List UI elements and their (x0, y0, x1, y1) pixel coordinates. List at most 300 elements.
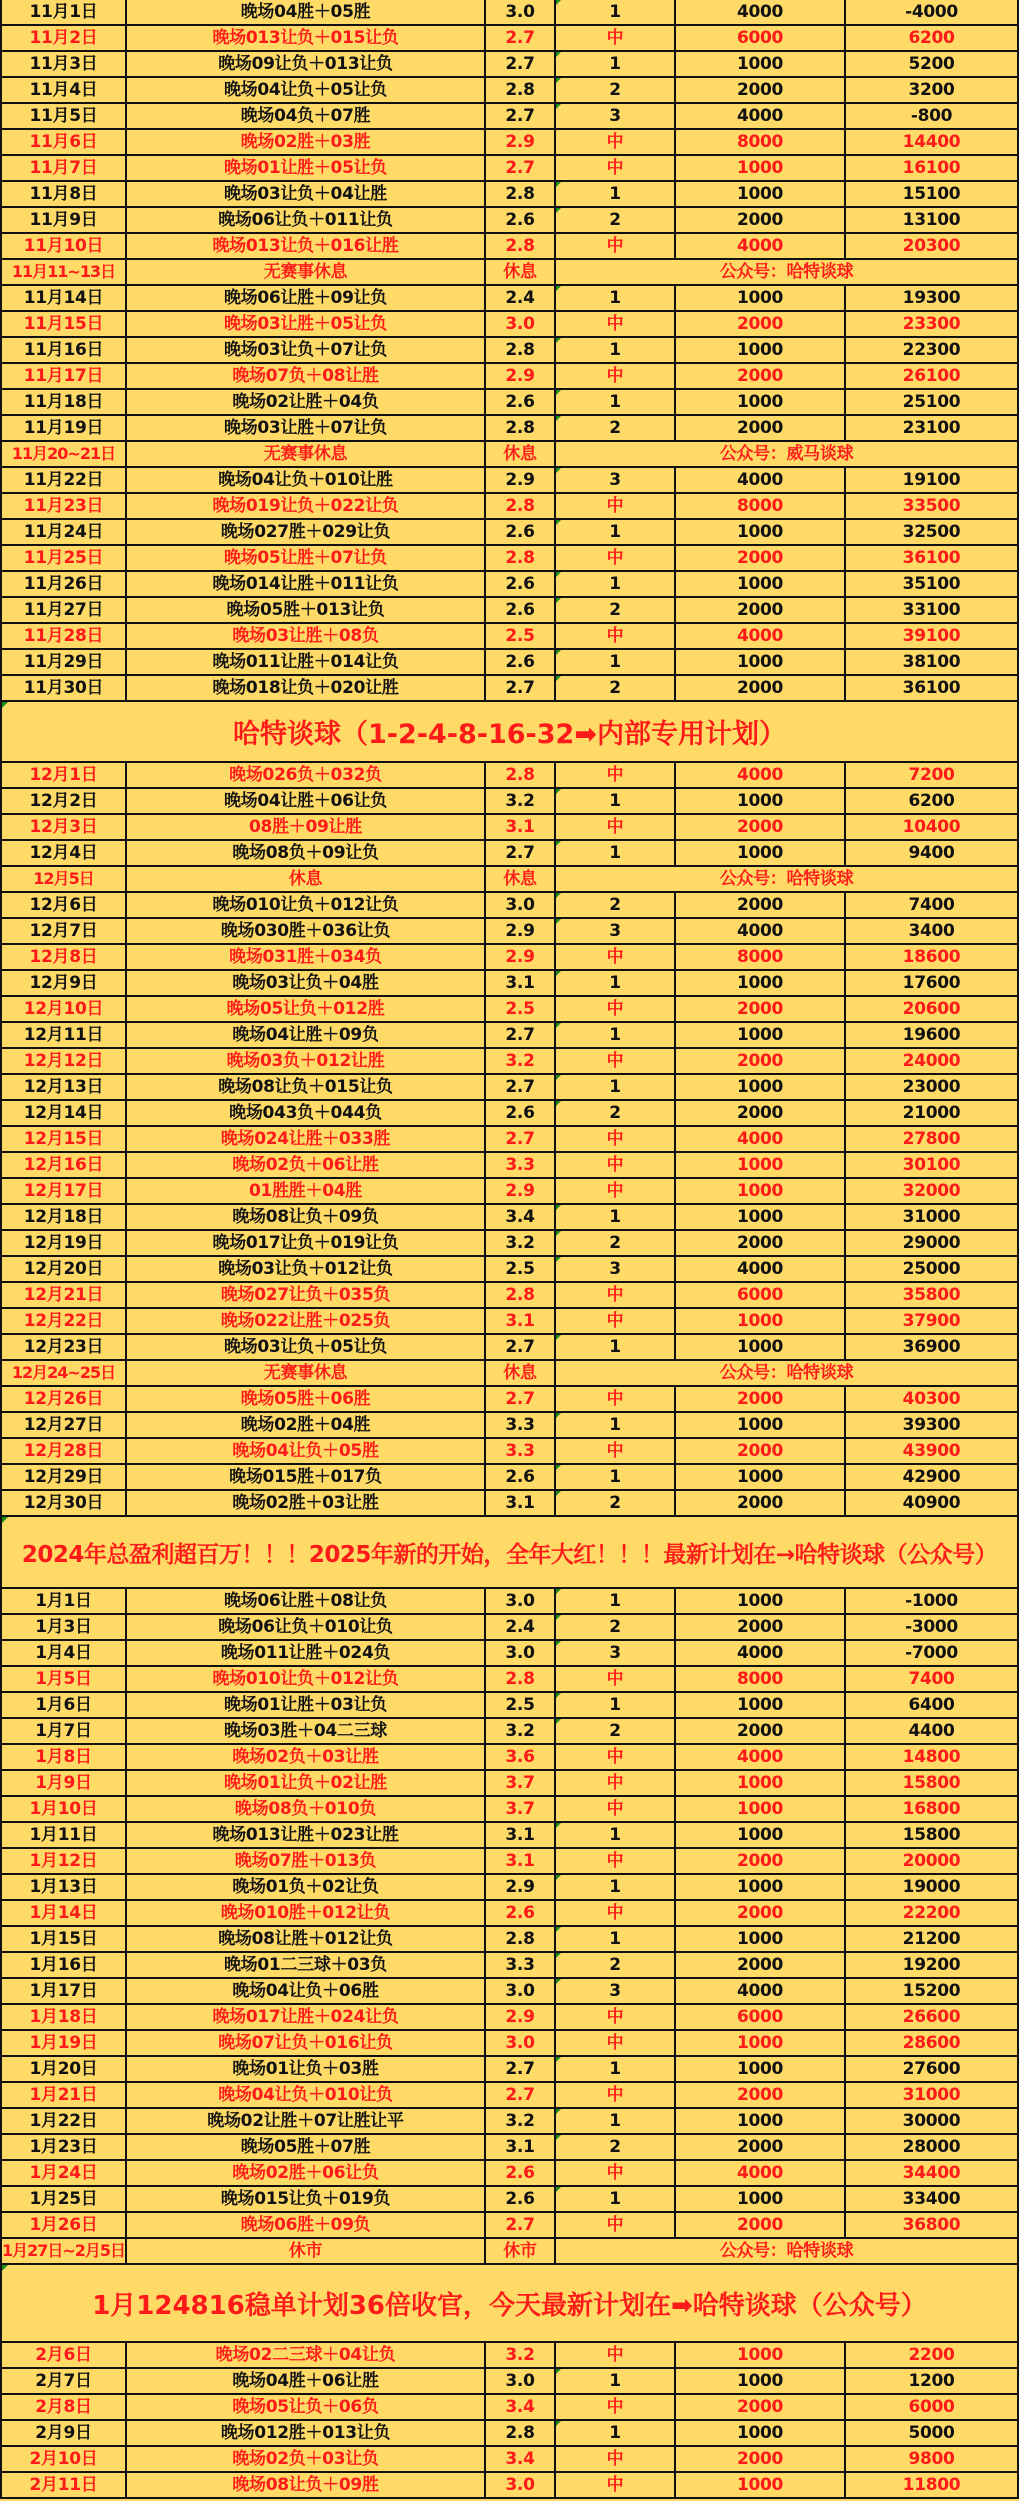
balance-cell: 3400 (846, 919, 1019, 943)
table-row (0, 1719, 1019, 1745)
result-value: 2 (609, 1102, 621, 1123)
date-cell: 1月26日 (0, 2213, 127, 2237)
plan-cell: 无赛事休息 (127, 442, 486, 466)
result-value: 1 (609, 2422, 621, 2443)
date-cell: 11月26日 (0, 572, 127, 596)
result-cell (556, 789, 676, 813)
cell-comment-marker-icon (556, 0, 561, 5)
date-cell: 11月23日 (0, 494, 127, 518)
odds-cell: 3.0 (486, 2031, 556, 2055)
date-cell: 12月10日 (0, 997, 127, 1021)
table-row (0, 1667, 1019, 1693)
date-cell: 2月9日 (0, 2421, 127, 2445)
result-value: 1 (609, 1206, 621, 1227)
table-row (0, 2005, 1019, 2031)
plan-cell: 晚场018让负＋020让胜 (127, 676, 486, 700)
odds-cell: 2.6 (486, 598, 556, 622)
table-row (0, 1283, 1019, 1309)
odds-cell: 2.8 (486, 1667, 556, 1691)
result-value: 1 (609, 1824, 621, 1845)
result-value: 3 (609, 105, 621, 126)
plan-cell: 晚场02二三球＋04让负 (127, 2343, 486, 2367)
cell-comment-marker-icon (2, 2265, 8, 2271)
odds-cell: 2.7 (486, 156, 556, 180)
date-cell: 12月20日 (0, 1257, 127, 1281)
bet-amount-cell: 8000 (676, 1667, 846, 1691)
odds-cell: 2.9 (486, 1179, 556, 1203)
odds-cell: 2.9 (486, 945, 556, 969)
bet-amount-cell: 2000 (676, 1491, 846, 1515)
odds-cell: 3.4 (486, 1205, 556, 1229)
balance-cell: -3000 (846, 1615, 1019, 1639)
plan-cell: 晚场04让负＋05让负 (127, 78, 486, 102)
balance-cell: 39100 (846, 624, 1019, 648)
result-value: 1 (609, 521, 621, 542)
date-cell: 11月4日 (0, 78, 127, 102)
table-row (0, 78, 1019, 104)
result-cell (556, 1101, 676, 1125)
date-cell: 2月8日 (0, 2395, 127, 2419)
odds-cell: 2.9 (486, 919, 556, 943)
cell-comment-marker-icon (556, 1979, 561, 1984)
table-row (0, 1693, 1019, 1719)
date-cell: 12月27日 (0, 1413, 127, 1437)
date-cell: 11月9日 (0, 208, 127, 232)
odds-cell: 2.7 (486, 1075, 556, 1099)
result-cell (556, 1257, 676, 1281)
date-cell: 11月29日 (0, 650, 127, 674)
bet-amount-cell: 1000 (676, 286, 846, 310)
balance-cell: 19100 (846, 468, 1019, 492)
plan-cell: 晚场08让负＋09负 (127, 1205, 486, 1229)
balance-cell: 16800 (846, 1797, 1019, 1821)
result-value: 中 (606, 365, 624, 386)
plan-cell: 晚场08负＋09让负 (127, 841, 486, 865)
table-row (0, 997, 1019, 1023)
result-value: 1 (609, 2370, 621, 2391)
bet-amount-cell: 1000 (676, 1465, 846, 1489)
date-cell: 12月6日 (0, 893, 127, 917)
result-value: 1 (609, 1076, 621, 1097)
result-value: 1 (609, 842, 621, 863)
bet-amount-cell: 1000 (676, 2421, 846, 2445)
table-row (0, 1309, 1019, 1335)
promo-banner (0, 702, 1019, 763)
plan-cell: 晚场010让负＋012让负 (127, 893, 486, 917)
bet-amount-cell: 2000 (676, 1901, 846, 1925)
table-row (0, 815, 1019, 841)
bet-amount-cell: 2000 (676, 1849, 846, 1873)
bet-amount-cell: 2000 (676, 1101, 846, 1125)
result-value: 中 (606, 2344, 624, 2365)
balance-cell: 31000 (846, 2083, 1019, 2107)
result-value: 中 (606, 27, 624, 48)
result-value: 2 (609, 79, 621, 100)
bet-amount-cell: 1000 (676, 1335, 846, 1359)
result-value: 2 (609, 677, 621, 698)
odds-cell: 3.4 (486, 2447, 556, 2471)
table-row (0, 598, 1019, 624)
balance-cell: 24000 (846, 1049, 1019, 1073)
bet-amount-cell: 2000 (676, 2395, 846, 2419)
table-row (0, 572, 1019, 598)
bet-amount-cell: 1000 (676, 1179, 846, 1203)
cell-comment-marker-icon (556, 650, 561, 655)
table-row (0, 546, 1019, 572)
date-cell: 1月14日 (0, 1901, 127, 1925)
table-row (0, 1771, 1019, 1797)
date-cell: 12月3日 (0, 815, 127, 839)
table-row (0, 1979, 1019, 2005)
date-cell: 1月9日 (0, 1771, 127, 1795)
balance-cell: 7400 (846, 1667, 1019, 1691)
table-row (0, 1465, 1019, 1491)
plan-cell: 晚场04负＋07胜 (127, 104, 486, 128)
balance-cell: 6400 (846, 1693, 1019, 1717)
odds-cell: 2.7 (486, 2057, 556, 2081)
date-cell: 1月12日 (0, 1849, 127, 1873)
result-value: 中 (606, 625, 624, 646)
balance-cell: 37900 (846, 1309, 1019, 1333)
result-cell (556, 390, 676, 414)
plan-cell: 晚场06让负＋011让负 (127, 208, 486, 232)
balance-cell: 18600 (846, 945, 1019, 969)
date-cell: 12月28日 (0, 1439, 127, 1463)
plan-cell: 晚场03让负＋07让负 (127, 338, 486, 362)
result-value: 中 (606, 2396, 624, 2417)
result-cell (556, 624, 676, 648)
bet-amount-cell: 2000 (676, 815, 846, 839)
result-value: 中 (606, 495, 624, 516)
plan-cell: 晚场04胜＋06让胜 (127, 2369, 486, 2393)
odds-cell: 2.8 (486, 338, 556, 362)
result-value: 中 (606, 1440, 624, 1461)
cell-comment-marker-icon (556, 1641, 561, 1646)
date-cell: 11月2日 (0, 26, 127, 50)
cell-comment-marker-icon (556, 1101, 561, 1106)
bet-amount-cell: 1000 (676, 971, 846, 995)
plan-cell: 晚场010胜＋012让负 (127, 1901, 486, 1925)
date-cell: 1月10日 (0, 1797, 127, 1821)
odds-cell: 3.0 (486, 2473, 556, 2497)
date-cell: 1月17日 (0, 1979, 127, 2003)
note-cell: 公众号：哈特谈球 (556, 867, 1019, 891)
result-value: 中 (606, 2032, 624, 2053)
result-cell (556, 2369, 676, 2393)
plan-cell: 晚场013让负＋015让负 (127, 26, 486, 50)
result-value: 1 (609, 1876, 621, 1897)
date-cell: 12月18日 (0, 1205, 127, 1229)
bet-amount-cell: 6000 (676, 2005, 846, 2029)
bet-amount-cell: 2000 (676, 2447, 846, 2471)
plan-cell: 晚场02让胜＋04负 (127, 390, 486, 414)
result-cell (556, 2083, 676, 2107)
table-row (0, 1797, 1019, 1823)
table-row (0, 2369, 1019, 2395)
balance-cell: 19300 (846, 286, 1019, 310)
result-cell (556, 1049, 676, 1073)
odds-cell: 2.7 (486, 104, 556, 128)
result-cell (556, 1927, 676, 1951)
result-cell (556, 1979, 676, 2003)
odds-cell: 2.6 (486, 1101, 556, 1125)
bet-amount-cell: 1000 (676, 1875, 846, 1899)
plan-cell: 晚场01二三球＋03负 (127, 1953, 486, 1977)
date-cell: 2月10日 (0, 2447, 127, 2471)
balance-cell: 20300 (846, 234, 1019, 258)
odds-cell: 3.1 (486, 971, 556, 995)
cell-comment-marker-icon (556, 1823, 561, 1828)
odds-cell: 2.9 (486, 364, 556, 388)
result-value: 3 (609, 1980, 621, 2001)
result-value: 1 (609, 1928, 621, 1949)
balance-cell: 28600 (846, 2031, 1019, 2055)
date-cell: 11月28日 (0, 624, 127, 648)
result-value: 中 (606, 1668, 624, 1689)
date-cell: 11月1日 (0, 0, 127, 24)
plan-cell: 晚场013让负＋016让胜 (127, 234, 486, 258)
balance-cell: 6000 (846, 2395, 1019, 2419)
bet-amount-cell: 2000 (676, 2083, 846, 2107)
balance-cell: 13100 (846, 208, 1019, 232)
table-row (0, 1335, 1019, 1361)
result-cell (556, 1771, 676, 1795)
date-cell: 12月30日 (0, 1491, 127, 1515)
plan-cell: 晚场017让负＋019让负 (127, 1231, 486, 1255)
plan-cell: 晚场01负＋02让负 (127, 1875, 486, 1899)
table-row (0, 1875, 1019, 1901)
cell-comment-marker-icon (556, 1693, 561, 1698)
plan-cell: 晚场04让负＋05胜 (127, 1439, 486, 1463)
result-cell (556, 1823, 676, 1847)
cell-comment-marker-icon (556, 520, 561, 525)
date-cell: 1月22日 (0, 2109, 127, 2133)
plan-cell: 晚场07胜＋013负 (127, 1849, 486, 1873)
date-cell: 12月17日 (0, 1179, 127, 1203)
table-row (0, 286, 1019, 312)
date-cell: 1月19日 (0, 2031, 127, 2055)
result-cell (556, 1231, 676, 1255)
table-row (0, 364, 1019, 390)
plan-cell: 晚场09让负＋013让负 (127, 52, 486, 76)
odds-cell: 2.8 (486, 78, 556, 102)
bet-amount-cell: 2000 (676, 676, 846, 700)
plan-cell: 晚场04让负＋06胜 (127, 1979, 486, 2003)
balance-cell: 21000 (846, 1101, 1019, 1125)
bet-amount-cell: 4000 (676, 763, 846, 787)
result-value: 1 (609, 1024, 621, 1045)
odds-cell: 休息 (486, 867, 556, 891)
odds-cell: 3.0 (486, 893, 556, 917)
bet-amount-cell: 1000 (676, 1771, 846, 1795)
table-row (0, 130, 1019, 156)
plan-cell: 晚场01让胜＋03让负 (127, 1693, 486, 1717)
cell-comment-marker-icon (556, 1953, 561, 1958)
table-row (0, 2083, 1019, 2109)
plan-cell: 晚场030胜＋036让负 (127, 919, 486, 943)
cell-comment-marker-icon (556, 1615, 561, 1620)
plan-cell: 晚场015让负＋019负 (127, 2187, 486, 2211)
result-cell (556, 676, 676, 700)
plan-cell: 晚场010让负＋012让负 (127, 1667, 486, 1691)
odds-cell: 2.7 (486, 2083, 556, 2107)
odds-cell: 2.8 (486, 234, 556, 258)
plan-cell: 休市 (127, 2239, 486, 2263)
date-cell: 12月22日 (0, 1309, 127, 1333)
balance-cell: 19600 (846, 1023, 1019, 1047)
table-row (0, 2343, 1019, 2369)
table-row (0, 2213, 1019, 2239)
balance-cell: 30100 (846, 1153, 1019, 1177)
date-cell: 1月20日 (0, 2057, 127, 2081)
result-value: 中 (606, 764, 624, 785)
table-row (0, 52, 1019, 78)
result-cell (556, 1901, 676, 1925)
cell-comment-marker-icon (556, 572, 561, 577)
plan-cell: 晚场01让胜＋05让负 (127, 156, 486, 180)
result-cell (556, 763, 676, 787)
bet-amount-cell: 2000 (676, 2213, 846, 2237)
plan-cell: 晚场012胜＋013让负 (127, 2421, 486, 2445)
result-cell (556, 1875, 676, 1899)
result-cell (556, 2421, 676, 2445)
result-value: 2 (609, 1954, 621, 1975)
balance-cell: 5200 (846, 52, 1019, 76)
bet-amount-cell: 1000 (676, 1693, 846, 1717)
odds-cell: 3.0 (486, 312, 556, 336)
balance-cell: 9400 (846, 841, 1019, 865)
odds-cell: 2.4 (486, 286, 556, 310)
plan-cell: 晚场08让负＋015让负 (127, 1075, 486, 1099)
plan-cell: 晚场01让负＋02让胜 (127, 1771, 486, 1795)
date-cell: 1月24日 (0, 2161, 127, 2185)
odds-cell: 3.0 (486, 0, 556, 24)
result-cell (556, 815, 676, 839)
date-cell: 12月4日 (0, 841, 127, 865)
plan-cell: 晚场03让胜＋07让负 (127, 416, 486, 440)
cell-comment-marker-icon (556, 1231, 561, 1236)
plan-cell: 晚场031胜＋034负 (127, 945, 486, 969)
cell-comment-marker-icon (556, 1491, 561, 1496)
result-value: 中 (606, 2084, 624, 2105)
cell-comment-marker-icon (2, 702, 8, 708)
bet-amount-cell: 4000 (676, 1127, 846, 1151)
plan-cell: 晚场022让胜＋025负 (127, 1309, 486, 1333)
balance-cell: 16100 (846, 156, 1019, 180)
table-row (0, 2135, 1019, 2161)
plan-cell: 晚场04让负＋010让胜 (127, 468, 486, 492)
result-cell (556, 919, 676, 943)
balance-cell: 34400 (846, 2161, 1019, 2185)
result-cell (556, 2135, 676, 2159)
bet-amount-cell: 2000 (676, 416, 846, 440)
table-row (0, 2395, 1019, 2421)
bet-amount-cell: 6000 (676, 1283, 846, 1307)
table-row (0, 945, 1019, 971)
bet-amount-cell: 1000 (676, 2109, 846, 2133)
result-cell (556, 1953, 676, 1977)
result-cell (556, 1615, 676, 1639)
bet-amount-cell: 4000 (676, 104, 846, 128)
odds-cell: 休息 (486, 1361, 556, 1385)
table-row (0, 1257, 1019, 1283)
plan-cell: 晚场019让负＋022让负 (127, 494, 486, 518)
result-cell (556, 1745, 676, 1769)
bet-amount-cell: 1000 (676, 338, 846, 362)
result-value: 中 (606, 2006, 624, 2027)
table-row (0, 676, 1019, 702)
balance-cell: 15800 (846, 1771, 1019, 1795)
result-cell (556, 312, 676, 336)
balance-cell: 40300 (846, 1387, 1019, 1411)
table-row (0, 1179, 1019, 1205)
note-cell: 公众号：哈特谈球 (556, 2239, 1019, 2263)
result-cell (556, 1127, 676, 1151)
balance-cell: -1000 (846, 1589, 1019, 1613)
plan-cell: 晚场02胜＋03胜 (127, 130, 486, 154)
date-cell: 1月4日 (0, 1641, 127, 1665)
balance-cell: 4400 (846, 1719, 1019, 1743)
odds-cell: 3.7 (486, 1771, 556, 1795)
result-value: 1 (609, 1590, 621, 1611)
plan-cell: 晚场08让胜＋012让负 (127, 1927, 486, 1951)
cell-comment-marker-icon (556, 416, 561, 421)
date-cell: 1月7日 (0, 1719, 127, 1743)
odds-cell: 休息 (486, 442, 556, 466)
result-value: 中 (606, 998, 624, 1019)
table-row (0, 104, 1019, 130)
balance-cell: 20000 (846, 1849, 1019, 1873)
result-cell (556, 78, 676, 102)
odds-cell: 3.2 (486, 2343, 556, 2367)
plan-cell: 晚场05胜＋06胜 (127, 1387, 486, 1411)
result-value: 2 (609, 894, 621, 915)
table-row (0, 1849, 1019, 1875)
odds-cell: 3.4 (486, 2395, 556, 2419)
balance-cell: 14400 (846, 130, 1019, 154)
table-row (0, 1641, 1019, 1667)
plan-cell: 晚场03让负＋04让胜 (127, 182, 486, 206)
bet-amount-cell: 1000 (676, 572, 846, 596)
table-row (0, 2031, 1019, 2057)
balance-cell: 26600 (846, 2005, 1019, 2029)
cell-comment-marker-icon (2, 1517, 8, 1523)
bet-amount-cell: 1000 (676, 1153, 846, 1177)
date-cell: 12月9日 (0, 971, 127, 995)
table-row (0, 1205, 1019, 1231)
result-cell (556, 1205, 676, 1229)
bet-amount-cell: 8000 (676, 945, 846, 969)
odds-cell: 2.7 (486, 841, 556, 865)
bet-amount-cell: 1000 (676, 789, 846, 813)
bet-amount-cell: 4000 (676, 624, 846, 648)
result-cell (556, 234, 676, 258)
bet-amount-cell: 2000 (676, 598, 846, 622)
table-row (0, 841, 1019, 867)
result-value: 1 (609, 1336, 621, 1357)
banner-text: 哈特谈球（1-2-4-8-16-32➡内部专用计划） (233, 719, 786, 750)
banner-text: 2024年总盈利超百万！！！2025年新的开始，全年大红！！！最新计划在→哈特谈球（公众号） (21, 1541, 998, 1568)
cell-comment-marker-icon (556, 2369, 561, 2374)
balance-cell: 35800 (846, 1283, 1019, 1307)
cell-comment-marker-icon (556, 390, 561, 395)
banner-text: 1月124816稳单计划36倍收官，今天最新计划在➡哈特谈球（公众号） (92, 2290, 927, 2321)
result-cell (556, 208, 676, 232)
odds-cell: 3.3 (486, 1413, 556, 1437)
balance-cell: 15200 (846, 1979, 1019, 2003)
plan-cell: 无赛事休息 (127, 1361, 486, 1385)
bet-amount-cell: 1000 (676, 1823, 846, 1847)
